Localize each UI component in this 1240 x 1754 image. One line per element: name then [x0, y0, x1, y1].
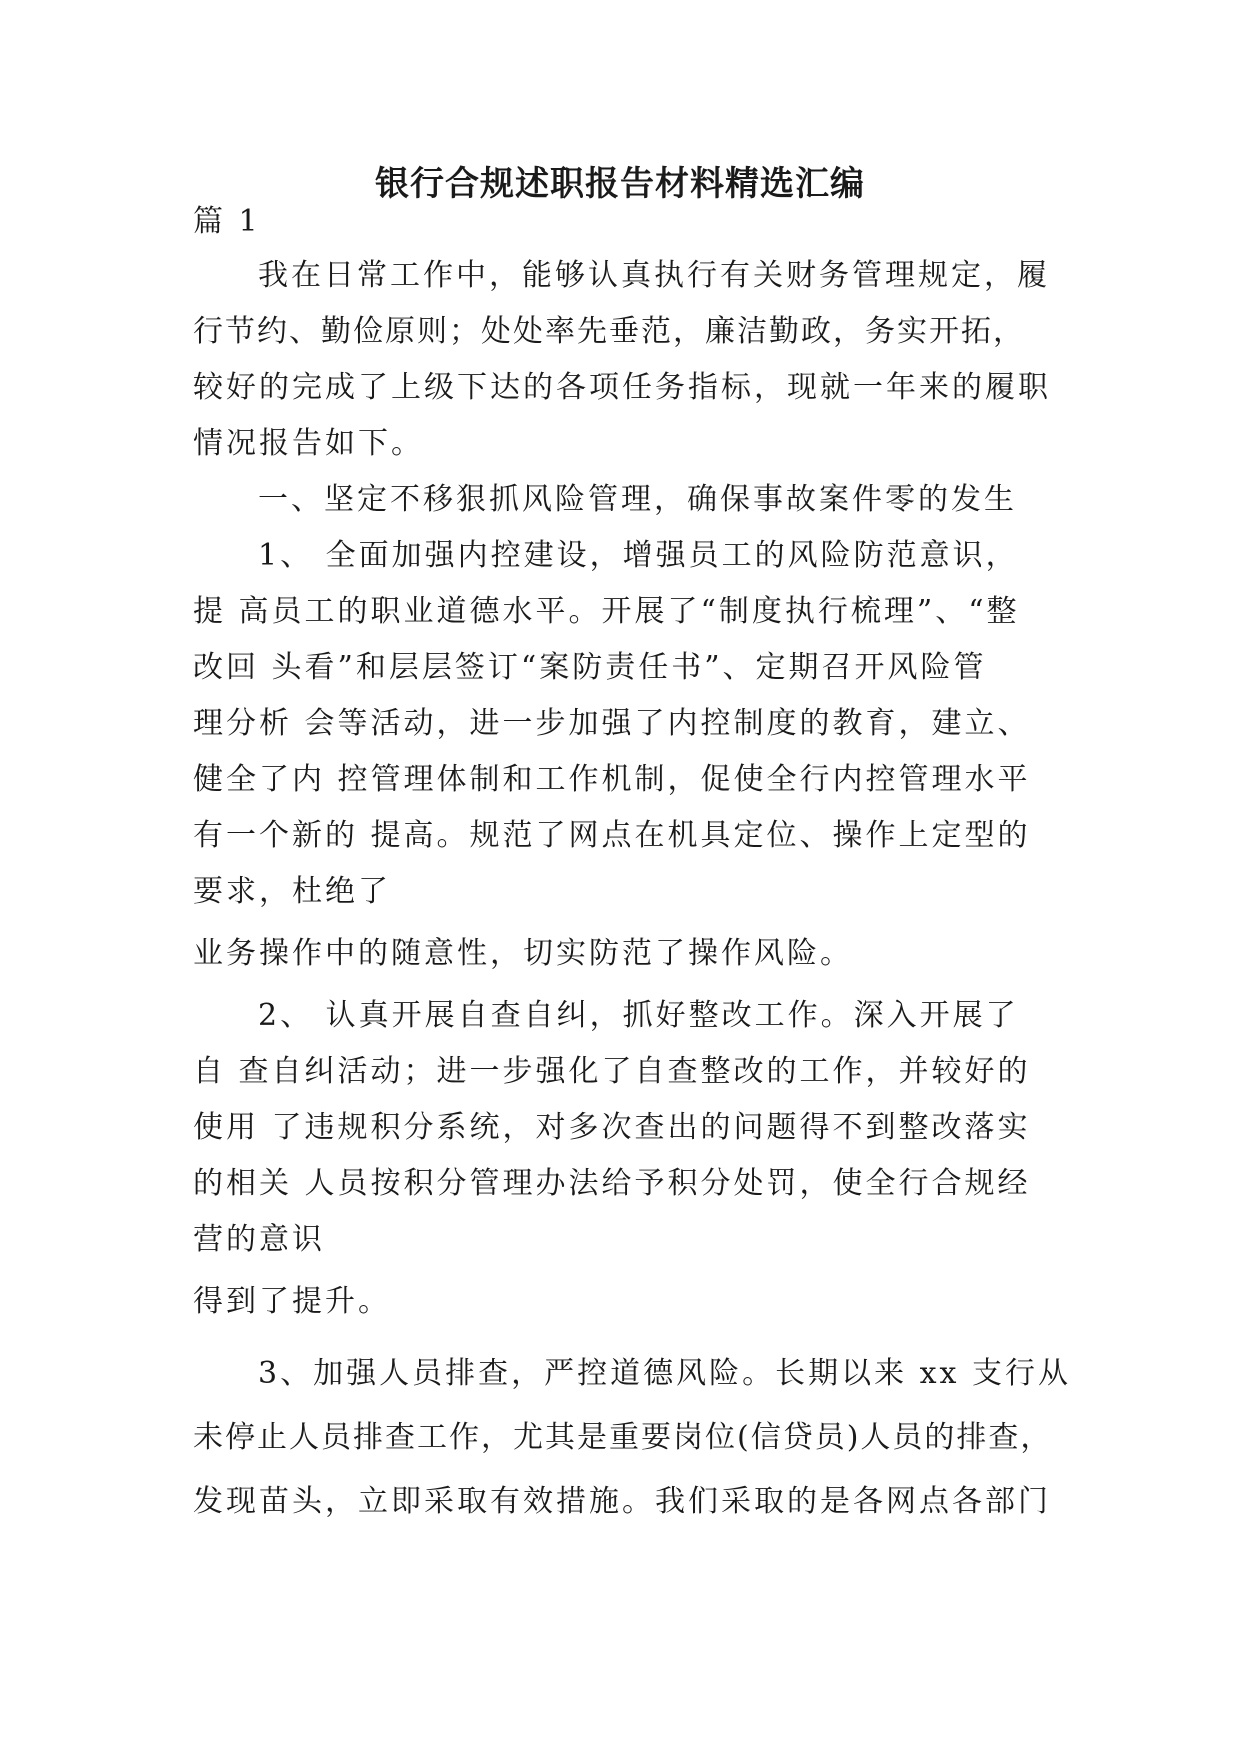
paragraph-line: 行节约、勤俭原则；处处率先垂范，廉洁勤政，务实开拓， — [193, 314, 1025, 349]
paragraph-line: 发现苗头，立即采取有效措施。我们采取的是各网点各部门 — [193, 1484, 1051, 1519]
paragraph-line: 情况报告如下。 — [193, 426, 424, 461]
paragraph-line: 要求，杜绝了 — [193, 874, 391, 909]
paragraph-line: 理分析 会等活动，进一步加强了内控制度的教育，建立、 — [193, 706, 1031, 741]
paragraph-line: 得到了提升。 — [193, 1284, 391, 1319]
paragraph-line: 使用 了违规积分系统，对多次查出的问题得不到整改落实 — [193, 1110, 1031, 1145]
paragraph-line: 1、 全面加强内控建设，增强员工的风险防范意识， — [258, 538, 1019, 573]
paragraph-line: 业务操作中的随意性，切实防范了操作风险。 — [193, 936, 853, 971]
paragraph-line: 提 高员工的职业道德水平。开展了“制度执行梳理”、“整 — [193, 594, 1020, 629]
section-heading: 一、坚定不移狠抓风险管理，确保事故案件零的发生 — [258, 482, 1017, 517]
paragraph-line: 较好的完成了上级下达的各项任务指标，现就一年来的履职 — [193, 370, 1051, 405]
paragraph-line: 3、加强人员排查，严控道德风险。长期以来 xx 支行从 — [258, 1356, 1071, 1391]
paragraph-line: 我在日常工作中，能够认真执行有关财务管理规定，履 — [258, 258, 1050, 293]
paragraph-line: 自 查自纠活动；进一步强化了自查整改的工作，并较好的 — [193, 1054, 1031, 1089]
paragraph-line: 2、 认真开展自查自纠，抓好整改工作。深入开展了 — [258, 998, 1019, 1033]
section-label: 篇 1 — [193, 204, 261, 239]
paragraph-line: 改回 头看”和层层签订“案防责任书”、定期召开风险管 — [193, 650, 987, 685]
paragraph-line: 的相关 人员按积分管理办法给予积分处罚，使全行合规经 — [193, 1166, 1031, 1201]
paragraph-line: 有一个新的 提高。规范了网点在机具定位、操作上定型的 — [193, 818, 1031, 853]
document-title: 银行合规述职报告材料精选汇编 — [375, 164, 865, 204]
paragraph-line: 健全了内 控管理体制和工作机制，促使全行内控管理水平 — [193, 762, 1031, 797]
paragraph-line: 未停止人员排查工作，尤其是重要岗位(信贷员)人员的排查， — [193, 1420, 1053, 1455]
paragraph-line: 营的意识 — [193, 1222, 325, 1257]
